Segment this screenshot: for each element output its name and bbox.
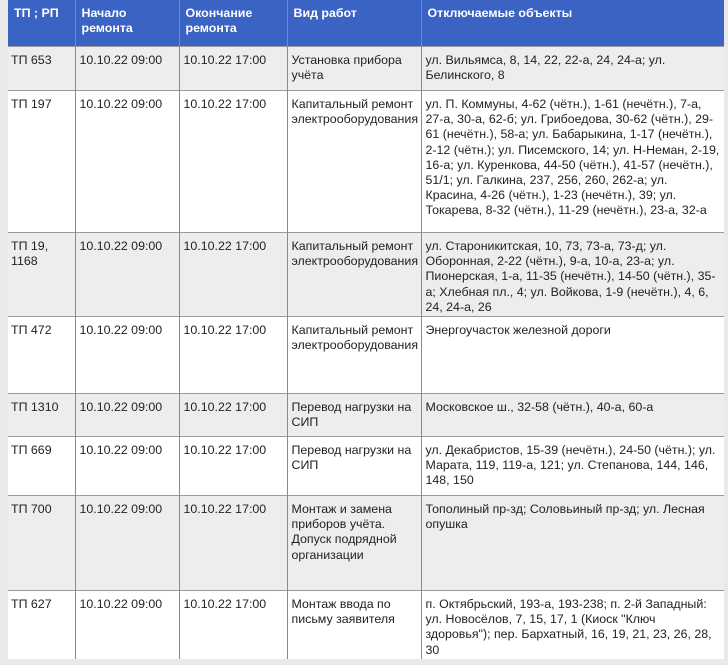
table-row bbox=[8, 496, 724, 591]
cell-start: 10.10.22 09:00 bbox=[75, 591, 179, 659]
cell-start: 10.10.22 09:00 bbox=[75, 91, 179, 233]
header-end: Окончание ремонта bbox=[179, 0, 287, 47]
cell-tp: ТП 669 bbox=[8, 437, 75, 496]
cell-objects: Энергоучасток железной дороги bbox=[421, 317, 724, 394]
cell-tp: ТП 19, 1168 bbox=[8, 233, 75, 317]
cell-work: Капитальный ремонт электрооборудования bbox=[287, 91, 421, 233]
table-row bbox=[8, 591, 724, 659]
cell-work: Установка прибора учёта bbox=[287, 47, 421, 91]
header-start: Начало ремонта bbox=[75, 0, 179, 47]
outage-table-container bbox=[8, 0, 724, 659]
cell-tp: ТП 1310 bbox=[8, 394, 75, 437]
cell-objects: ул. Староникитская, 10, 73, 73-а, 73-д; ул. Оборонная, 2-22 (чётн.), 9-а, 10-а, 23-а; ул. Пионерская, 1-а, 11-35 (нечётн.), 14-50 (чётн.), 35-а; Хлебная пл., 4; ул. Войкова, 1-9 (нечётн.), 4, 6, 24, 24-а, 26 bbox=[421, 233, 724, 317]
cell-tp: ТП 197 bbox=[8, 91, 75, 233]
cell-tp: ТП 627 bbox=[8, 591, 75, 659]
cell-start: 10.10.22 09:00 bbox=[75, 496, 179, 591]
header-tp: ТП ; РП bbox=[8, 0, 75, 47]
cell-end: 10.10.22 17:00 bbox=[179, 591, 287, 659]
cell-objects: ул. Декабристов, 15-39 (нечётн.), 24-50 (чётн.); ул. Марата, 119, 119-а, 121; ул. Степанова, 144, 146, 148, 150 bbox=[421, 437, 724, 496]
cell-end: 10.10.22 17:00 bbox=[179, 47, 287, 91]
table-header-row bbox=[8, 0, 724, 47]
cell-tp: ТП 700 bbox=[8, 496, 75, 591]
cell-tp: ТП 653 bbox=[8, 47, 75, 91]
cell-objects: Московское ш., 32-58 (чётн.), 40-а, 60-а bbox=[421, 394, 724, 437]
cell-start: 10.10.22 09:00 bbox=[75, 233, 179, 317]
table-row bbox=[8, 47, 724, 91]
cell-work: Капитальный ремонт электрооборудования bbox=[287, 233, 421, 317]
outage-table bbox=[8, 0, 724, 659]
header-objects: Отключаемые объекты bbox=[421, 0, 724, 47]
table-row bbox=[8, 233, 724, 317]
cell-end: 10.10.22 17:00 bbox=[179, 437, 287, 496]
cell-tp: ТП 472 bbox=[8, 317, 75, 394]
cell-end: 10.10.22 17:00 bbox=[179, 496, 287, 591]
cell-objects: Тополиный пр-зд; Соловьиный пр-зд; ул. Лесная опушка bbox=[421, 496, 724, 591]
header-work: Вид работ bbox=[287, 0, 421, 47]
cell-start: 10.10.22 09:00 bbox=[75, 317, 179, 394]
cell-objects: ул. П. Коммуны, 4-62 (чётн.), 1-61 (нечётн.), 7-а, 27-а, 30-а, 62-б; ул. Грибоедова, 30-62 (чётн.), 29-61 (нечётн.), 58-а; ул. Бабарыкина, 1-17 (нечётн.), 2-12 (чётн.); ул. Писемского, 14; ул. Н-Неман, 2-19, 16-а; ул. Куренкова, 44-50 (чётн.), 41-57 (нечётн.), 51/1; ул. Галкина, 237, 256, 260, 262-а; ул. Красина, 4-26 (чётн.), 1-23 (нечётн.), 39; ул. Токарева, 8-32 (чётн.), 11-29 (нечётн.), 23-а, 32-а bbox=[421, 91, 724, 233]
cell-start: 10.10.22 09:00 bbox=[75, 437, 179, 496]
table-row bbox=[8, 317, 724, 394]
cell-work: Капитальный ремонт электрооборудования bbox=[287, 317, 421, 394]
table-row bbox=[8, 394, 724, 437]
cell-work: Перевод нагрузки на СИП bbox=[287, 394, 421, 437]
cell-start: 10.10.22 09:00 bbox=[75, 47, 179, 91]
cell-end: 10.10.22 17:00 bbox=[179, 233, 287, 317]
cell-work: Перевод нагрузки на СИП bbox=[287, 437, 421, 496]
table-row bbox=[8, 91, 724, 233]
table-row bbox=[8, 437, 724, 496]
cell-start: 10.10.22 09:00 bbox=[75, 394, 179, 437]
cell-end: 10.10.22 17:00 bbox=[179, 394, 287, 437]
cell-work: Монтаж ввода по письму заявителя bbox=[287, 591, 421, 659]
cell-end: 10.10.22 17:00 bbox=[179, 91, 287, 233]
cell-objects: ул. Вильямса, 8, 14, 22, 22-а, 24, 24-а; ул. Белинского, 8 bbox=[421, 47, 724, 91]
cell-objects: п. Октябрьский, 193-а, 193-238; п. 2-й Западный: ул. Новосёлов, 7, 15, 17, 1 (Киоск "Ключ здоровья"); пер. Бархатный, 16, 19, 21, 23, 26, 28, 30 bbox=[421, 591, 724, 659]
cell-end: 10.10.22 17:00 bbox=[179, 317, 287, 394]
cell-work: Монтаж и замена приборов учёта. Допуск подрядной организации bbox=[287, 496, 421, 591]
